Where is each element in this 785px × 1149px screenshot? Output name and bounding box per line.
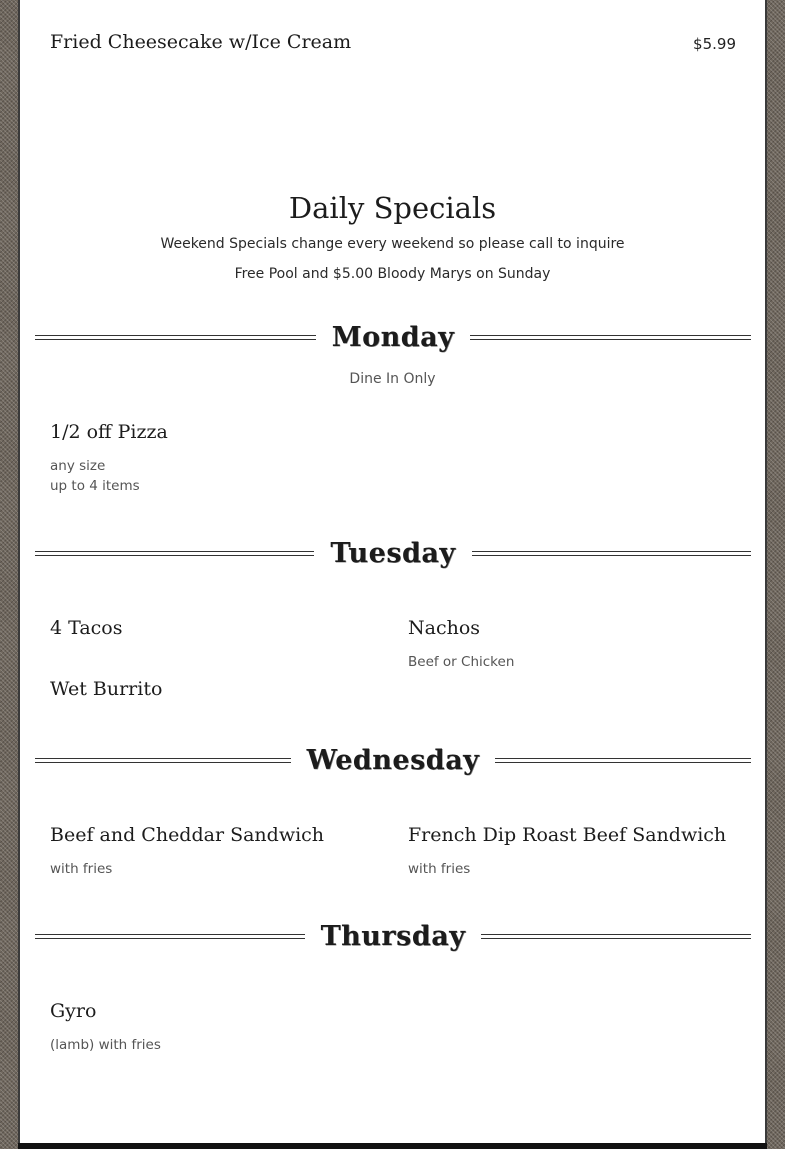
menu-item-title: Wet Burrito — [50, 678, 163, 700]
menu-item-description: with fries — [408, 861, 471, 877]
menu-item-title: Beef and Cheddar Sandwich — [50, 824, 325, 846]
menu-item-description: Beef or Chicken — [408, 654, 515, 670]
menu-item-title: Fried Cheesecake w/Ice Cream — [50, 31, 352, 53]
menu-item-title: 1/2 off Pizza — [50, 421, 168, 443]
day-heading-tuesday — [35, 533, 751, 573]
menu-item-title: Gyro — [50, 1000, 97, 1022]
section-title-daily-specials: Daily Specials — [288, 191, 497, 225]
menu-item-description: with fries — [50, 861, 113, 877]
day-note-monday: Dine In Only — [349, 371, 436, 387]
divider-rule — [481, 934, 751, 939]
divider-rule — [495, 758, 751, 763]
divider-rule — [35, 934, 305, 939]
day-label-monday: Monday — [331, 321, 455, 353]
menu-item-description-line: up to 4 items — [50, 478, 140, 494]
day-heading-thursday — [35, 916, 751, 956]
menu-item-title: 4 Tacos — [50, 617, 123, 639]
menu-item-description-line: any size — [50, 458, 106, 474]
day-label-thursday: Thursday — [320, 920, 466, 952]
divider-rule — [472, 551, 751, 556]
specials-note-sunday: Free Pool and $5.00 Bloody Marys on Sunday — [234, 266, 551, 282]
menu-item-description: (lamb) with fries — [50, 1037, 161, 1053]
bottom-edge — [18, 1143, 767, 1149]
menu-item-description — [50, 456, 140, 496]
day-label-wednesday: Wednesday — [306, 744, 480, 776]
menu-item-price: $5.99 — [693, 35, 736, 53]
specials-note-weekend: Weekend Specials change every weekend so please call to inquire — [160, 236, 625, 252]
day-heading-wednesday — [35, 740, 751, 780]
divider-rule — [35, 335, 316, 340]
menu-item-title: French Dip Roast Beef Sandwich — [408, 824, 727, 846]
menu-item-title: Nachos — [408, 617, 481, 639]
divider-rule — [35, 758, 291, 763]
divider-rule — [470, 335, 751, 340]
divider-rule — [35, 551, 314, 556]
day-heading-monday — [35, 317, 751, 357]
day-label-tuesday: Tuesday — [330, 537, 456, 569]
